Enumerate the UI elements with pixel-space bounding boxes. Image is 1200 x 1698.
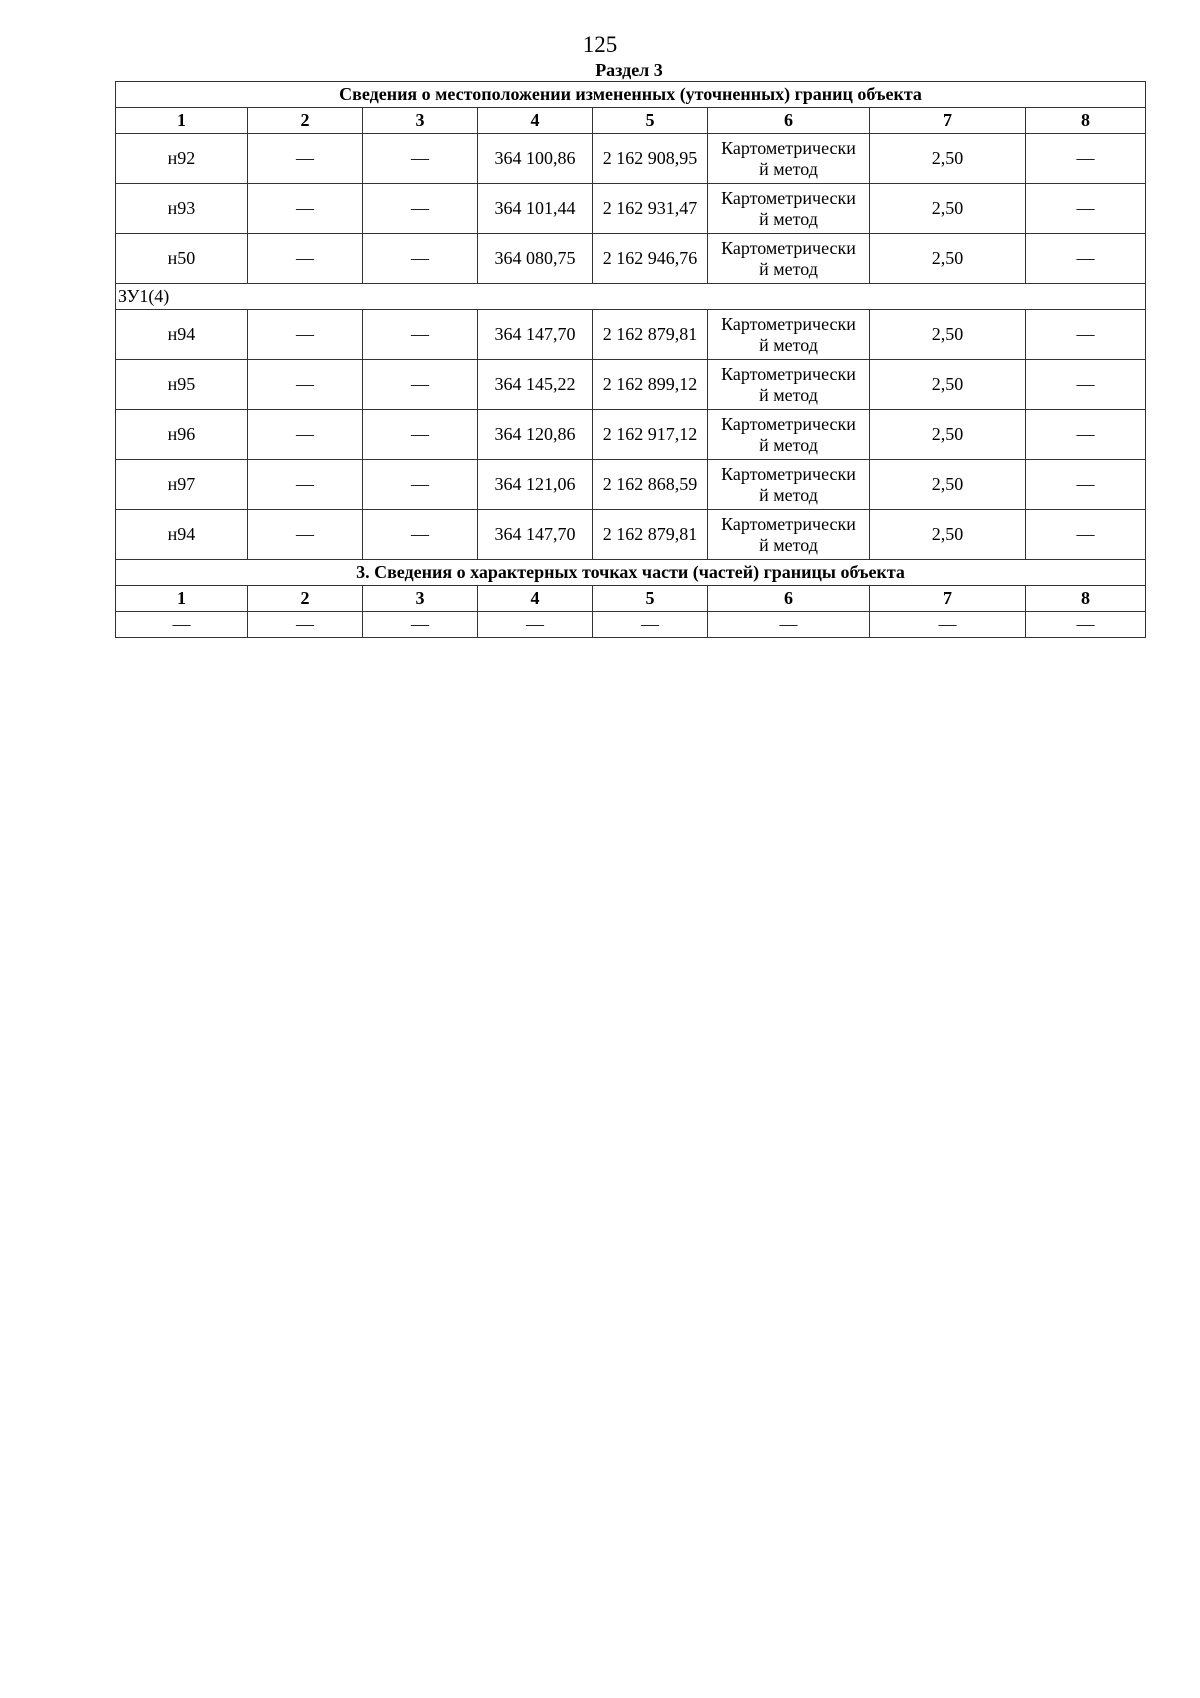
cell-col3: — [363, 360, 478, 410]
accuracy: 2,50 [870, 310, 1026, 360]
method-cell [708, 510, 870, 560]
cell-col8: — [1026, 310, 1146, 360]
coordinate-x: 364 147,70 [478, 510, 593, 560]
method-line-2: й метод [759, 484, 818, 505]
coordinate-y: 2 162 879,81 [593, 510, 708, 560]
accuracy: 2,50 [870, 234, 1026, 284]
method-cell [708, 234, 870, 284]
column-header: 5 [593, 586, 708, 612]
cell-col8: — [1026, 360, 1146, 410]
column-header: 4 [478, 108, 593, 134]
accuracy: 2,50 [870, 410, 1026, 460]
cell-col2: — [248, 310, 363, 360]
method-line-1: Картометрически [721, 313, 856, 334]
point-name: н92 [116, 134, 248, 184]
column-header: 1 [116, 586, 248, 612]
coordinate-x: 364 120,86 [478, 410, 593, 460]
method-line-1: Картометрически [721, 413, 856, 434]
cell-col8: — [1026, 460, 1146, 510]
method-cell [708, 310, 870, 360]
table-row [116, 410, 1146, 460]
cell-col8: — [1026, 410, 1146, 460]
empty-cell: — [478, 612, 593, 638]
cell-col3: — [363, 410, 478, 460]
method-line-1: Картометрически [721, 363, 856, 384]
method-line-1: Картометрически [721, 463, 856, 484]
column-header: 8 [1026, 108, 1146, 134]
coordinate-x: 364 101,44 [478, 184, 593, 234]
table-row [116, 134, 1146, 184]
empty-cell: — [363, 612, 478, 638]
method-line-2: й метод [759, 384, 818, 405]
accuracy: 2,50 [870, 360, 1026, 410]
point-name: н94 [116, 510, 248, 560]
coordinate-y: 2 162 868,59 [593, 460, 708, 510]
table1-header [116, 108, 1146, 134]
point-name: н97 [116, 460, 248, 510]
cell-col8: — [1026, 234, 1146, 284]
column-header: 1 [116, 108, 248, 134]
table1-title [116, 82, 1146, 108]
group-label: ЗУ1(4) [116, 284, 1146, 310]
table1-title-cell: Сведения о местоположении измененных (уточненных) границ объекта [116, 82, 1146, 108]
point-name: н95 [116, 360, 248, 410]
cell-col2: — [248, 460, 363, 510]
coordinate-x: 364 080,75 [478, 234, 593, 284]
point-name: н94 [116, 310, 248, 360]
coordinate-x: 364 100,86 [478, 134, 593, 184]
column-header: 8 [1026, 586, 1146, 612]
cell-col3: — [363, 460, 478, 510]
column-header: 7 [870, 586, 1026, 612]
table-row [116, 460, 1146, 510]
cell-col2: — [248, 360, 363, 410]
cell-col3: — [363, 310, 478, 360]
point-name: н93 [116, 184, 248, 234]
cell-col2: — [248, 510, 363, 560]
point-name: н96 [116, 410, 248, 460]
method-line-2: й метод [759, 208, 818, 229]
boundary-table [115, 81, 1146, 638]
point-name: н50 [116, 234, 248, 284]
coordinate-x: 364 147,70 [478, 310, 593, 360]
coordinate-x: 364 121,06 [478, 460, 593, 510]
method-line-1: Картометрически [721, 237, 856, 258]
table-row [116, 310, 1146, 360]
empty-cell: — [593, 612, 708, 638]
method-line-2: й метод [759, 158, 818, 179]
table-row [116, 510, 1146, 560]
empty-cell: — [116, 612, 248, 638]
table2-title [116, 560, 1146, 586]
table-row [116, 360, 1146, 410]
cell-col3: — [363, 184, 478, 234]
cell-col2: — [248, 134, 363, 184]
column-header: 2 [248, 586, 363, 612]
method-cell [708, 410, 870, 460]
cell-col3: — [363, 134, 478, 184]
coordinate-y: 2 162 946,76 [593, 234, 708, 284]
cell-col8: — [1026, 184, 1146, 234]
method-line-2: й метод [759, 258, 818, 279]
coordinate-y: 2 162 899,12 [593, 360, 708, 410]
empty-cell: — [870, 612, 1026, 638]
accuracy: 2,50 [870, 184, 1026, 234]
method-cell [708, 360, 870, 410]
column-header: 7 [870, 108, 1026, 134]
method-line-2: й метод [759, 334, 818, 355]
empty-cell: — [708, 612, 870, 638]
method-line-2: й метод [759, 434, 818, 455]
method-cell [708, 460, 870, 510]
coordinate-y: 2 162 908,95 [593, 134, 708, 184]
cell-col3: — [363, 234, 478, 284]
empty-cell: — [248, 612, 363, 638]
method-cell [708, 184, 870, 234]
cell-col8: — [1026, 510, 1146, 560]
empty-cell: — [1026, 612, 1146, 638]
cell-col2: — [248, 184, 363, 234]
column-header: 4 [478, 586, 593, 612]
coordinate-y: 2 162 879,81 [593, 310, 708, 360]
table2-title-cell: 3. Сведения о характерных точках части (частей) границы объекта [116, 560, 1146, 586]
cell-col3: — [363, 510, 478, 560]
method-line-1: Картометрически [721, 137, 856, 158]
table-row [116, 184, 1146, 234]
section-title: Раздел 3 [595, 60, 663, 80]
coordinate-x: 364 145,22 [478, 360, 593, 410]
column-header: 6 [708, 586, 870, 612]
coordinate-y: 2 162 931,47 [593, 184, 708, 234]
table-row [116, 612, 1146, 638]
group-row [116, 284, 1146, 310]
cell-col2: — [248, 234, 363, 284]
column-header: 2 [248, 108, 363, 134]
method-line-1: Картометрически [721, 513, 856, 534]
table-row [116, 234, 1146, 284]
method-line-1: Картометрически [721, 187, 856, 208]
column-header: 3 [363, 108, 478, 134]
cell-col2: — [248, 410, 363, 460]
accuracy: 2,50 [870, 510, 1026, 560]
accuracy: 2,50 [870, 134, 1026, 184]
column-header: 3 [363, 586, 478, 612]
table2-header [116, 586, 1146, 612]
method-cell [708, 134, 870, 184]
cell-col8: — [1026, 134, 1146, 184]
column-header: 5 [593, 108, 708, 134]
page-number: 125 [582, 32, 618, 57]
method-line-2: й метод [759, 534, 818, 555]
accuracy: 2,50 [870, 460, 1026, 510]
column-header: 6 [708, 108, 870, 134]
coordinate-y: 2 162 917,12 [593, 410, 708, 460]
